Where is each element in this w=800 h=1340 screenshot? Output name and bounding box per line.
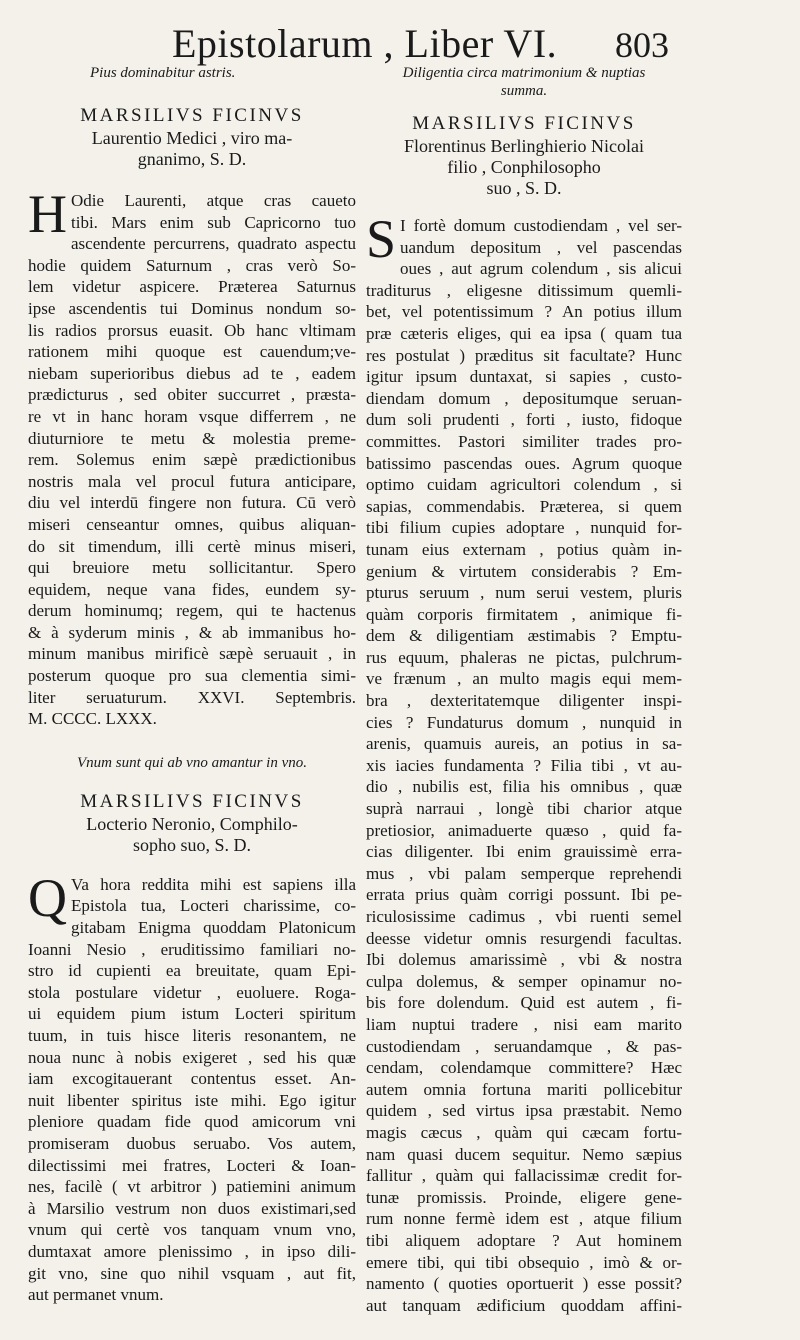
body-line: stro id cupienti ea breuitate, quam Epi- [28, 961, 356, 981]
letter-address-line: gnanimo, S. D. [137, 149, 247, 169]
body-line: nam quasi ducem sequitur. Nemo sæpius [366, 1144, 682, 1164]
body-line: I fortè domum custodiendam , vel ser- [400, 216, 682, 235]
body-line: M. CCCC. LXXX. [28, 709, 157, 729]
body-line: quàm corporis firmitatem , animique fi- [366, 604, 682, 624]
letter-to-locterio [28, 754, 356, 1306]
letter-heading [366, 112, 682, 199]
body-line: aut permanet vnum. [28, 1285, 164, 1305]
body-line: Ioanni Nesio , eruditissimo familiari no- [28, 939, 356, 959]
body-line: niebam superioribus diebus ad te , eadem [28, 363, 356, 383]
body-line: traditurus , eligesne ditissimum quemli- [366, 280, 682, 300]
body-line: vnum qui certè vos tanquam vnum vno, [28, 1220, 356, 1240]
body-line: Ibi dolemus amarissimè , vbi & nostra [366, 950, 682, 970]
body-line: arenis, quamuis aureis, an potius in sa- [366, 734, 682, 754]
letter-address-line: Florentinus Berlinghierio Nicolai [404, 136, 644, 156]
body-line: dumtaxat amore plenissimo , in ipso dili- [28, 1241, 356, 1261]
body-line: præ cæteris eliges, qui ea ipsa ( quam tua [366, 323, 682, 343]
body-line: res postulat ) præditus sit facultate? Hunc [366, 345, 682, 365]
body-line: derum hominumq; regem, qui te hactenus [28, 601, 356, 621]
body-line: nuit libenter spiritus iste mihi. Ego igitur [28, 1090, 356, 1110]
body-line: autem omnia fortuna mariti pollicebitur [366, 1079, 682, 1099]
body-line: re vt in hanc horam vsque differrem , ne [28, 406, 356, 426]
letter-address-line: Laurentio Medici , viro ma- [91, 128, 293, 148]
body-line: rem. Solemus enim sæpè prædictionibus [28, 450, 356, 470]
letter-body [28, 867, 356, 1306]
letter-author: MARSILIVS FICINVS [80, 105, 304, 126]
body-line: à Marsilio vestrum non duos existimari,sed [28, 1198, 356, 1218]
running-head-title: Epistolarum , Liber VI. [172, 21, 558, 66]
body-line: nostris mala vel procul futura anticipare, [28, 471, 356, 491]
body-line: tibi. Mars enim sub Capricorno tuo [71, 212, 356, 232]
body-line: ascendente percurrens, quadrato aspectu [71, 234, 356, 254]
letter-address-line: filio , Conphilosopho [447, 157, 601, 177]
body-line: pturus seruum , num serui vestem, pluris [366, 583, 682, 603]
left-column [28, 64, 356, 1306]
letter-address-line: suo , S. D. [486, 178, 562, 198]
body-line: tuum, in tuis hisce literis resonantem, ne [28, 1026, 356, 1045]
body-line: rum nonne fermè idem est , atque filium [366, 1209, 682, 1229]
body-line: rus equum, phaleras ne pictas, pulchrum- [366, 647, 682, 667]
body-line: hodie quidem Saturnum , cras verò So- [28, 255, 356, 275]
body-line: igitur ipsum duntaxat, si sapies , custo- [366, 367, 682, 387]
body-line: promiseram duobus seruabo. Vos autem, [28, 1133, 356, 1153]
body-line: genium & virtutem considerabis ? Em- [366, 561, 682, 581]
body-line: sapias, commendabis. Præterea, si quem [366, 496, 682, 516]
body-line: qui breuiore metu sollicitantur. Spero [28, 558, 356, 578]
body-line: batissimo pascendas oues. Agrum quoque [366, 453, 682, 473]
body-line: pretiosior, animaduerte quæso , quid fa- [366, 820, 682, 840]
letter-to-lorenzo [28, 64, 356, 730]
body-line: ipse ascendentis tui Dominus nondum so- [28, 298, 356, 318]
body-line: cias diligenter. Ibi enim grauissimè erra- [366, 842, 682, 862]
body-line: dilectissimi mei fratres, Locteri & Ioan- [28, 1155, 356, 1175]
body-line: bis fore dolendum. Quid est autem , fi- [366, 993, 682, 1013]
body-line: cendam, colendamque committere? Hæc [366, 1058, 682, 1078]
letter-motto: summa. [500, 83, 548, 99]
body-line: ve frænum , an multo magis equi mem- [366, 669, 682, 689]
letter-address-line: sopho suo, S. D. [132, 834, 252, 855]
body-line: tunæ promissis. Proinde, eligere gene- [366, 1187, 682, 1207]
body-line: minum manibus mirificè sæpè seruauit , in [28, 644, 356, 664]
drop-initial: Q [28, 867, 67, 928]
body-line: ui equidem pium istum Locteri spiritum [28, 1004, 356, 1024]
body-line: emere tibi, qui tibi obsequio , imò & or- [366, 1252, 682, 1272]
body-line: dum soli prudenti , forti , iusto, fidoque [366, 410, 682, 430]
body-line: Odie Laurenti, atque cras caueto [71, 191, 356, 210]
letter-motto: Diligentia circa matrimonium & nuptias [402, 65, 646, 81]
body-line: committes. Pastori similiter trades pro- [366, 431, 682, 451]
body-line: culpa dolemus, & semper opinamur no- [366, 971, 682, 991]
body-line: equidem, neque vana fides, eundem sy- [28, 579, 356, 599]
body-line: bra , dexteritatemque diligenter inspi- [366, 691, 682, 711]
body-line: nes, facilè ( vt arbitror ) patiemini animum [28, 1177, 356, 1197]
letter-to-berlinghieri [366, 64, 682, 1316]
letter-author: MARSILIVS FICINVS [80, 790, 304, 812]
body-line: diu vel interdū fingere non futura. Cū verò [28, 493, 356, 513]
body-line: diendam domum , depositumque seruan- [366, 388, 682, 408]
letter-body [366, 209, 682, 1316]
body-line: Epistola tua, Locteri charissime, co- [71, 896, 356, 916]
body-line: optimo cuidam agricultori colendum , si [366, 475, 682, 495]
body-line: posterum quoque pro sua clementia simi- [28, 666, 356, 686]
body-line: uandum depositum , vel pascendas [400, 237, 682, 257]
body-line: magis cæcus , quàm qui cæcam fortu- [366, 1122, 682, 1142]
body-line: lis radios prorsus euasit. Ob hanc vltimam [28, 320, 356, 340]
body-line: custodiendam , seruandamque , & pas- [366, 1036, 682, 1056]
body-line: riculosissime cadimus , vbi ruenti semel [366, 907, 682, 926]
body-line: stola postulare videtur , euoluere. Roga- [28, 982, 356, 1002]
body-line: prædicturus , sed obiter succurret , præsta- [28, 385, 356, 405]
body-line: quidem , sed virtus ipsa præstabit. Nemo [366, 1101, 682, 1121]
body-line: lem videtur aspicere. Præterea Saturnus [28, 277, 356, 297]
body-line: liam nuptui tradere , nisi eam marito [366, 1014, 682, 1034]
body-line: xis iacies fundamenta ? Filia tibi , vt au- [366, 755, 682, 775]
body-line: pleniore quadam fide quod amicorum vni [28, 1112, 356, 1132]
body-line: noua nunc à nobis exigeret , sed his quæ [28, 1047, 356, 1067]
body-line: mus , vbi palam semperque reprehendi [366, 863, 682, 883]
letter-address-line: Locterio Neronio, Comphilo- [86, 813, 298, 834]
body-line: & à syderum minis , & ab immanibus ho- [28, 622, 356, 642]
letter-body [28, 184, 356, 730]
body-line: iam excogitauerant contentus esset. An- [28, 1069, 356, 1089]
letter-motto: Vnum sunt qui ab vno amantur in vno. [77, 754, 307, 771]
drop-initial: H [28, 184, 67, 244]
body-line: miseri censeantur omnes, quibus aliquan- [28, 514, 356, 534]
body-line: deesse videtur omnis resurgendi facultas. [366, 928, 682, 948]
body-line: do sit timendum, illi certè minus miseri, [28, 536, 356, 556]
body-line: fallitur , quàm qui fallacissimæ credit for- [366, 1166, 682, 1186]
letter-heading [28, 790, 356, 856]
body-line: oues , aut agrum colendum , sis alicui [400, 259, 682, 279]
body-line: Va hora reddita mihi est sapiens illa [71, 874, 356, 894]
body-line: diuturniore te metu & molestia preme- [28, 428, 356, 448]
body-line: dem & diligentiam æstimabis ? Emptu- [366, 626, 682, 646]
body-line: bet, vel potentissimum ? An potius illum [366, 302, 682, 322]
body-line: rationem mihi quoque est cauendum;ve- [28, 342, 356, 362]
body-line: cies ? Fundaturus domum , nunquid in [366, 712, 682, 732]
body-line: tibi filium cupies adoptare , nunquid for- [366, 518, 682, 538]
body-line: git vno, sine quo nihil vsquam , aut fit, [28, 1263, 356, 1283]
body-line: tunam eius externam , potius quàm in- [366, 539, 682, 559]
drop-initial: S [366, 209, 397, 269]
running-head [0, 14, 800, 70]
body-line: gitabam Enigma quoddam Platonicum [71, 918, 356, 938]
page-number: 803 [615, 25, 669, 65]
body-line: suprà narraui , longè tibi charior atque [366, 799, 682, 819]
body-line: aut tanquam ædificium quoddam affini- [366, 1295, 682, 1315]
right-column [366, 64, 682, 1316]
body-line: liter seruaturum. XXVI. Septembris. [28, 687, 356, 707]
body-line: dio , nubilis est, filia his omnibus , quæ [366, 777, 682, 797]
body-line: tibi aliquem adoptare ? Aut hominem [366, 1230, 682, 1250]
body-line: errata prius quàm corrigi possunt. Ibi pe- [366, 885, 682, 905]
letter-motto: Pius dominabitur astris. [90, 65, 236, 81]
letter-heading [28, 104, 356, 170]
body-line: namento ( quoties oportuerit ) esse possit? [366, 1274, 682, 1294]
letter-author: MARSILIVS FICINVS [412, 113, 636, 134]
